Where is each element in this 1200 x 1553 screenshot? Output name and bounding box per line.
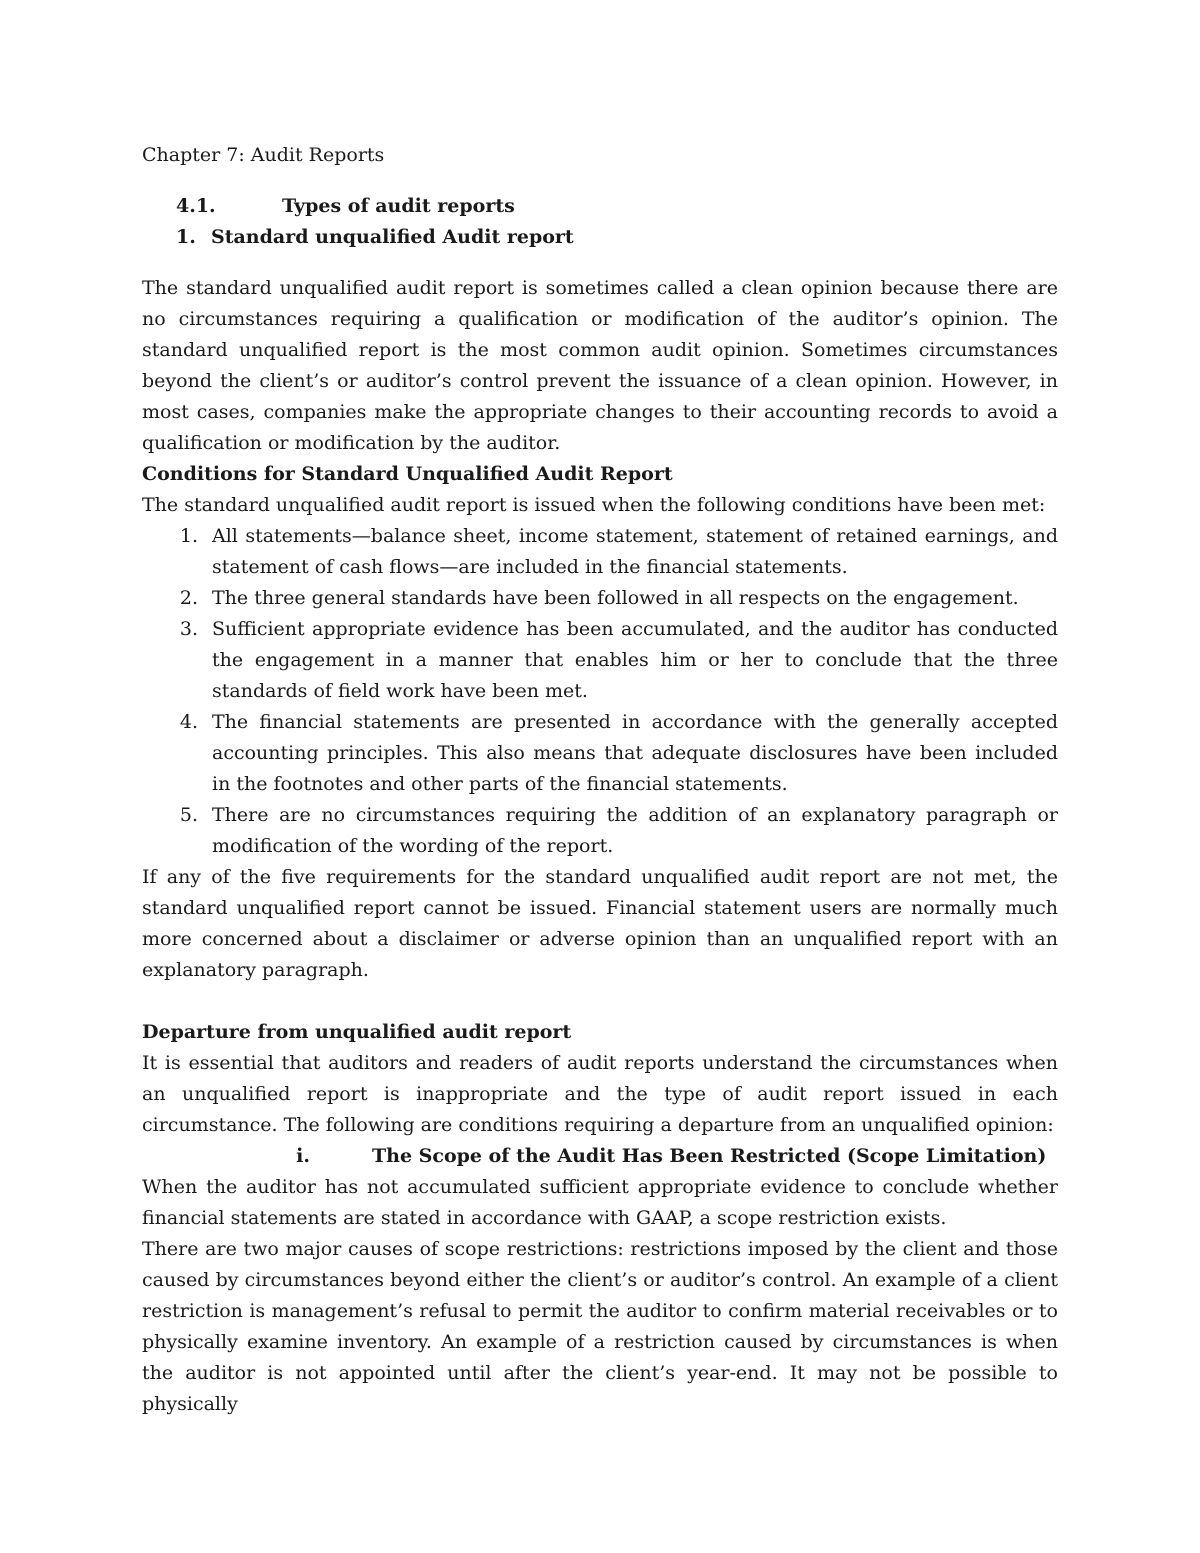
conditions-heading: Conditions for Standard Unqualified Audit Report bbox=[142, 463, 673, 485]
chapter-title: Chapter 7: Audit Reports bbox=[142, 144, 385, 166]
conditions-list bbox=[142, 521, 1058, 862]
list-marker: 1. bbox=[179, 525, 198, 547]
list-marker: 5. bbox=[179, 804, 198, 826]
list-text: Sufficient appropriate evidence has been accumulated, and the auditor has conducted the engagement in a manner that enables him or her to conclude that the three standards of field work have been met. bbox=[212, 618, 1058, 702]
conditions-lead: The standard unqualified audit report is issued when the following conditions have been met: bbox=[142, 494, 1046, 516]
departure-paragraph: It is essential that auditors and readers of audit reports understand the circumstances when an unqualified report is inappropriate and the type of audit report issued in each circumstance. The following are conditions requiring a departure from an unqualified opinion: bbox=[142, 1052, 1058, 1136]
list-text: The three general standards have been followed in all respects on the engagement. bbox=[212, 587, 1019, 609]
list-text: There are no circumstances requiring the addition of an explanatory paragraph or modification of the wording of the report. bbox=[212, 804, 1058, 857]
scope-paragraph-1: When the auditor has not accumulated sufficient appropriate evidence to conclude whether financial statements are stated in accordance with GAAP, a scope restriction exists. bbox=[142, 1176, 1058, 1229]
conditions-after-paragraph: If any of the five requirements for the standard unqualified audit report are not met, the standard unqualified report cannot be issued. Financial statement users are normally much more concerned about a disclaimer or adverse opinion than an unqualified report with an explanatory paragraph. bbox=[142, 866, 1058, 981]
list-marker: 2. bbox=[179, 587, 198, 609]
intro-paragraph: The standard unqualified audit report is sometimes called a clean opinion because there are no circumstances requiring a qualification or modification of the auditor’s opinion. The standard unqualified report is the most common audit opinion. Sometimes circumstances beyond the client’s or auditor’s control prevent the issuance of a clean opinion. However, in most cases, companies make the appropriate changes to their accounting records to avoid a qualification or modification by the auditor. bbox=[142, 277, 1058, 454]
document-page bbox=[142, 140, 1058, 1420]
section-number: 4.1. bbox=[176, 195, 216, 217]
section-title: Types of audit reports bbox=[282, 195, 515, 217]
subsection-title: Standard unqualified Audit report bbox=[211, 226, 574, 248]
departure-heading: Departure from unqualified audit report bbox=[142, 1021, 572, 1043]
subsection-heading bbox=[142, 222, 1058, 253]
scope-paragraph-2: There are two major causes of scope restrictions: restrictions imposed by the client and those caused by circumstances beyond either the client’s or auditor’s control. An example of a client restriction is management’s refusal to permit the auditor to confirm material receivables or to physically examine inventory. An example of a restriction caused by circumstances is when the auditor is not appointed until after the client’s year-end. It may not be possible to physically bbox=[142, 1238, 1058, 1415]
list-marker: 3. bbox=[179, 618, 198, 640]
scope-limitation-heading bbox=[142, 1141, 1058, 1172]
section-heading bbox=[142, 191, 1058, 222]
list-text: The financial statements are presented in accordance with the generally accepted accounting principles. This also means that adequate disclosures have been included in the footnotes and other parts of the financial statements. bbox=[212, 711, 1058, 795]
scope-item-title: The Scope of the Audit Has Been Restricted (Scope Limitation) bbox=[372, 1145, 1047, 1167]
subsection-number: 1. bbox=[176, 226, 196, 248]
paragraph-spacer bbox=[142, 986, 1058, 1017]
list-item bbox=[142, 800, 1058, 862]
list-item bbox=[142, 707, 1058, 800]
list-text: All statements—balance sheet, income statement, statement of retained earnings, and statement of cash flows—are included in the financial statements. bbox=[212, 525, 1058, 578]
list-item bbox=[142, 614, 1058, 707]
list-item bbox=[142, 521, 1058, 583]
scope-item-marker: i. bbox=[296, 1145, 310, 1167]
list-marker: 4. bbox=[179, 711, 198, 733]
list-item bbox=[142, 583, 1058, 614]
